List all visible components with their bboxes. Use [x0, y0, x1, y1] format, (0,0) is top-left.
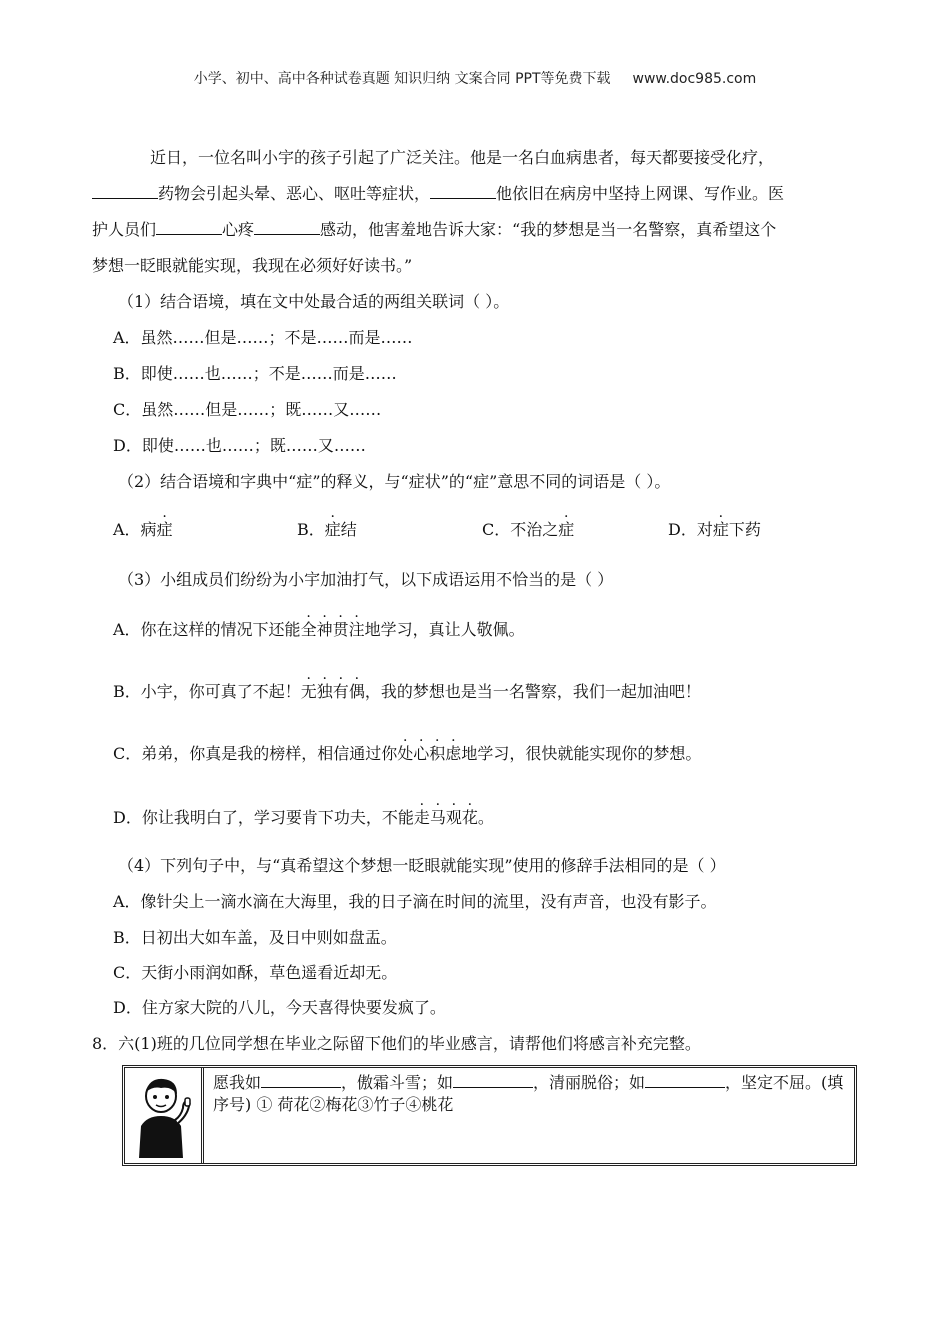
- q4-option-d[interactable]: D．住方家大院的八儿，今天喜得快要发疯了。: [113, 998, 446, 1017]
- header-text: 小学、初中、高中各种试卷真题 知识归纳 文案合同 PPT等免费下载: [193, 71, 611, 87]
- q2-option-b[interactable]: B．症结: [297, 520, 357, 539]
- question-4-stem: （4）下列句子中，与“真希望这个梦想一眨眼就能实现”使用的修辞手法相同的是（ ）: [118, 856, 726, 875]
- answer-text: 愿我如 ，傲霜斗雪；如 ，清丽脱俗；如 ，坚定不屈。(填序号) ① 荷花②梅花③竹子④桃花: [213, 1073, 844, 1114]
- answer-box: [122, 1065, 857, 1166]
- q4-option-c[interactable]: C．天街小雨润如酥，草色遥看近却无。: [113, 963, 398, 982]
- passage-line-2: 药物会引起头晕、恶心、呕吐等症状， 他依旧在病房中坚持上网课、写作业。医: [92, 184, 784, 204]
- passage-line-4: 梦想一眨眼就能实现，我现在必须好好读书。”: [92, 256, 413, 275]
- q4-option-b[interactable]: B．日初出大如车盖，及日中则如盘盂。: [113, 928, 397, 947]
- q3-option-b[interactable]: B．小宇，你可真了不起！无独有偶，我的梦想也是当一名警察，我们一起加油吧！: [113, 682, 701, 701]
- student-avatar-icon: [133, 1076, 195, 1158]
- blank-5[interactable]: [261, 1073, 341, 1088]
- blank-3[interactable]: [156, 220, 222, 235]
- q4-option-a[interactable]: A．像针尖上一滴水滴在大海里，我的日子滴在时间的流里，没有声音，也没有影子。: [113, 892, 717, 911]
- q3-option-c[interactable]: C．弟弟，你真是我的榜样，相信通过你处心积虑地学习，很快就能实现你的梦想。: [113, 744, 702, 763]
- passage-line-1: 近日，一位名叫小宇的孩子引起了广泛关注。他是一名白血病患者，每天都要接受化疗，: [150, 148, 775, 167]
- question-8-stem: 8．六(1)班的几位同学想在毕业之际留下他们的毕业感言，请帮他们将感言补充完整。: [92, 1034, 701, 1053]
- blank-6[interactable]: [453, 1073, 533, 1088]
- blank-2[interactable]: [430, 184, 496, 199]
- header-url[interactable]: www.doc985.com: [632, 71, 757, 87]
- question-3-stem: （3）小组成员们纷纷为小宇加油打气，以下成语运用不恰当的是（ ）: [118, 570, 614, 589]
- blank-7[interactable]: [645, 1073, 725, 1088]
- blank-1[interactable]: [92, 184, 158, 199]
- q2-option-c[interactable]: C．不治之症: [482, 520, 575, 539]
- question-2-stem: （2）结合语境和字典中“症”的释义，与“症状”的“症”意思不同的词语是（ ）。: [118, 472, 671, 491]
- question-1-stem: （1）结合语境，填在文中处最合适的两组关联词（ ）。: [118, 292, 510, 311]
- blank-4[interactable]: [254, 220, 320, 235]
- box-divider: [201, 1068, 204, 1163]
- page-header: [0, 68, 950, 88]
- q3-option-d[interactable]: D．你让我明白了，学习要肯下功夫，不能走马观花。: [113, 808, 494, 827]
- passage-line-3: 护人员们 心疼 感动，他害羞地告诉大家：“我的梦想是当一名警察，真希望这个: [92, 220, 777, 239]
- q2-option-a[interactable]: A．病症: [113, 520, 173, 539]
- q3-option-a[interactable]: A．你在这样的情况下还能全神贯注地学习，真让人敬佩。: [113, 620, 525, 639]
- q2-option-d[interactable]: D．对症下药: [668, 520, 761, 539]
- q1-option-b[interactable]: B．即使……也……；不是……而是……: [113, 364, 397, 383]
- q1-option-d[interactable]: D．即使……也……；既……又……: [113, 436, 366, 455]
- q1-option-c[interactable]: C．虽然……但是……；既……又……: [113, 400, 382, 419]
- q1-option-a[interactable]: A．虽然……但是……；不是……而是……: [113, 328, 413, 347]
